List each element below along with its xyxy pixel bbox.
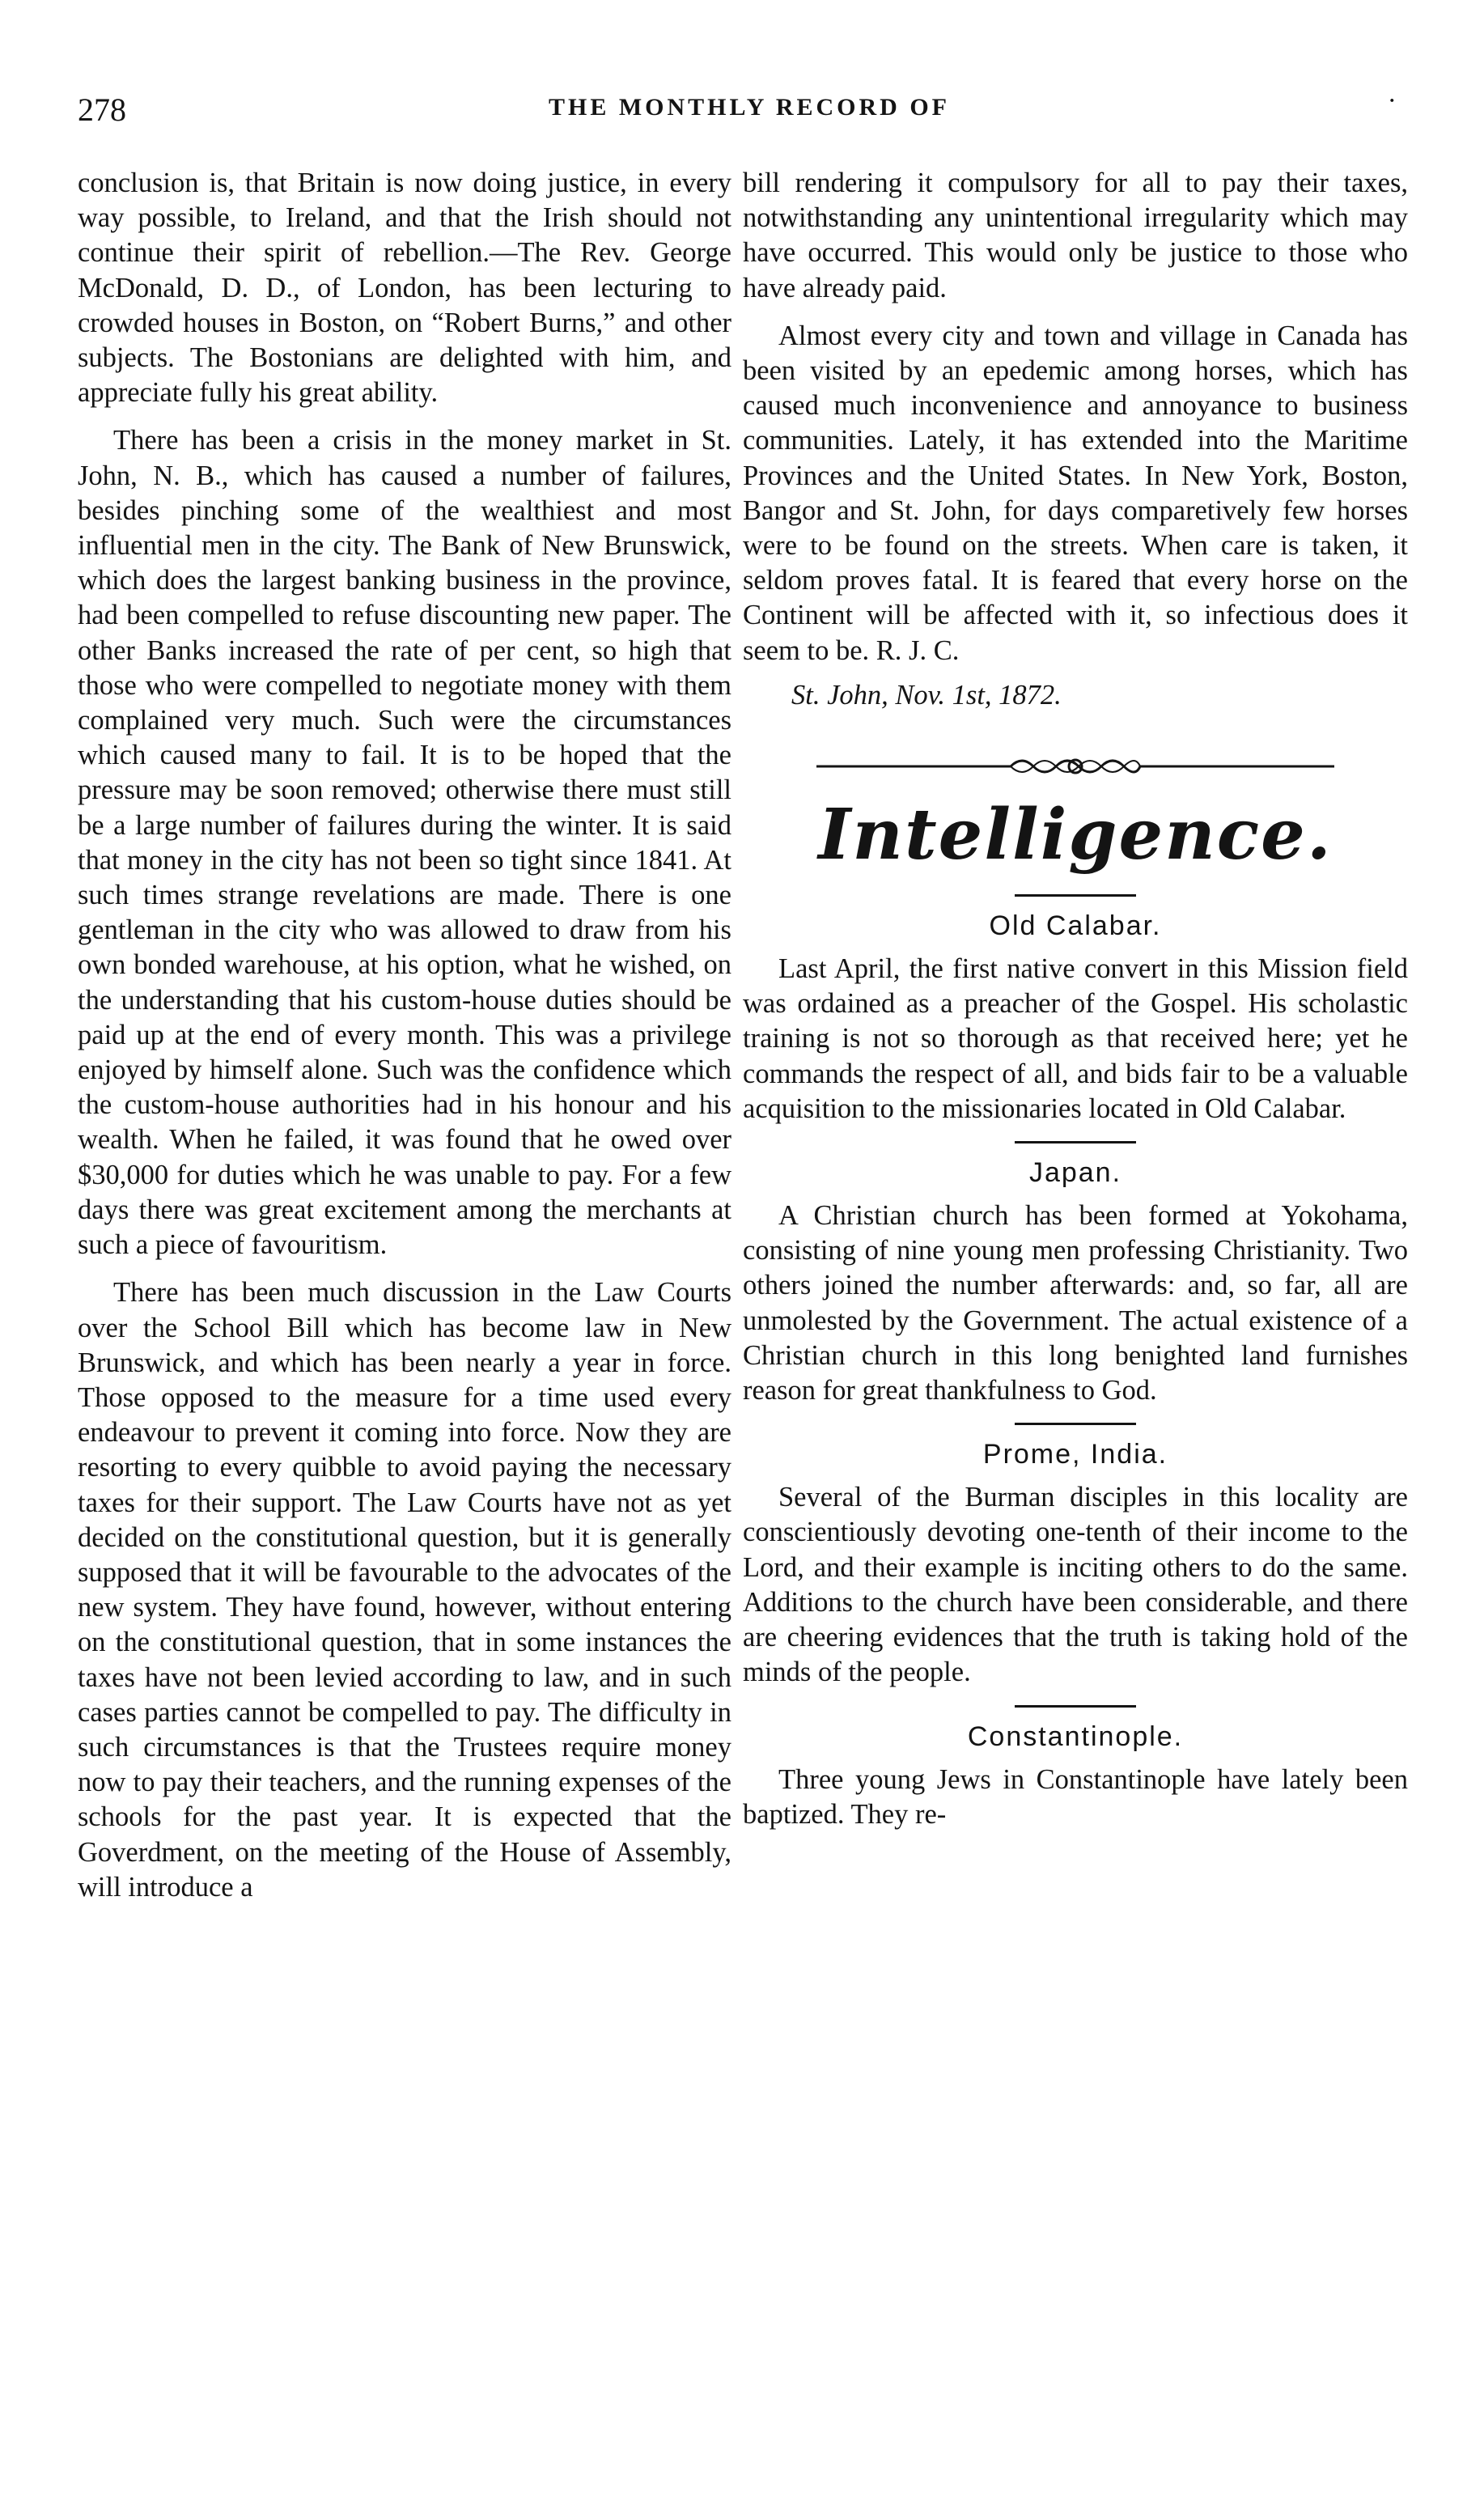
left-paragraph-continued: conclusion is, that Britain is now doing justice, in every way possible, to Ireland, and that the Irish should not continue their spirit of rebellion.—The Rev. George McDonald, D. D., of London, has been lecturing to crowded houses in Boston, on “Robert Burns,” and other subjects. The Bostonians are delighted with him, and appreciate fully his great ability.: [78, 168, 731, 409]
left-column: [78, 166, 731, 1918]
page-number: 278: [78, 91, 126, 128]
dateline: St. John, Nov. 1st, 1872.: [791, 679, 1062, 711]
article-prome-india: Several of the Burman disciples in this locality are conscientiously devoting one-tenth of their income to the Lord, and their example is inciting others to do the same. Additions to the church have been considerable, and there are cheering evidences that the truth is taking hold of the minds of the people.: [743, 1482, 1408, 1688]
subhead-constantinople: Constantinople.: [967, 1720, 1184, 1752]
article-rule: [1015, 1705, 1136, 1708]
subhead-prome-india: Prome, India.: [982, 1439, 1168, 1470]
left-paragraph-school-bill: There has been much discussion in the Law Courts over the School Bill which has become law in New Brunswick, and which has been nearly a year in force. Those opposed to the measure for a time used every endeavour to prevent it coming into force. Now they are resorting to every quibble to avoid paying the necessary taxes for their support. The Law Courts have not as yet decided on the constitutional question, but it is generally supposed that it will be favourable to the advocates of the new system. They have found, however, without entering on the constitutional question, that in some instances the taxes have not been levied according to law, and in such cases parties cannot be compelled to pay. The difficulty in such circumstances is that the Trustees require money now to pay their teachers, and the running expenses of the schools for the past year. It is expected that the Goverdment, on the meeting of the House of Assembly, will introduce a: [78, 1277, 731, 1903]
title-rule: [1015, 894, 1136, 897]
page-header: [78, 86, 1421, 139]
article-rule: [1015, 1423, 1136, 1425]
article-japan: A Christian church has been formed at Yokohama, consisting of nine young men professing Christianity. Two others joined the number afterwards: and, so far, all are unmolested by the Government. The actual existence of a Christian church in this long benighted land furnishes reason for great thankfulness to God.: [743, 1200, 1408, 1406]
header-dot: ·: [1387, 86, 1397, 116]
ornamental-divider-icon: [816, 752, 1334, 781]
section-title: Intelligence.: [818, 794, 1333, 876]
subhead-old-calabar: Old Calabar.: [989, 910, 1162, 942]
subhead-japan: Japan.: [1028, 1157, 1122, 1189]
right-paragraph-epidemic: [743, 319, 1408, 668]
right-column: [743, 166, 1408, 1840]
article-constantinople: Three young Jews in Constantinople have lately been baptized. They re-: [743, 1763, 1408, 1830]
epidemic-text: Almost every city and town and village in Canada has been visited by an epedemic among horses, which has caused much inconvenience and annoyance to business communities. Lately, it has extended into the Maritime Provinces and the United States. In New York, Boston, Bangor and St. John, for days comparetively few horses were to be found on the streets. When care is taken, it seldom proves fatal. It is feared that every horse on the Continent will be affected with it, so infectious does it seem to be.: [743, 320, 1408, 666]
article-old-calabar: Last April, the first native convert in this Mission field was ordained as a preacher of the Gospel. His scholastic training is not so thorough as that received here; yet he commands the respect of all, and bids fair to be a valuable acquisition to the missionaries located in Old Calabar.: [743, 953, 1408, 1124]
article-rule: [1015, 1141, 1136, 1143]
running-title: THE MONTHLY RECORD OF: [549, 94, 950, 121]
author-signature: R. J. C.: [876, 634, 960, 666]
left-paragraph-money-crisis: There has been a crisis in the money market in St. John, N. B., which has caused a number of failures, besides pinching some of the wealthiest and most influential men in the city. The Bank of New Brunswick, which does the largest banking business in the province, had been compelled to refuse discounting new paper. The other Banks increased the rate of per cent, so high that those who were compelled to negotiate money with them complained very much. Such were the circumstances which caused many to fail. It is to be hoped that the pressure may be soon removed; otherwise there must still be a large number of failures during the winter. It is said that money in the city has not been so tight since 1841. At such times strange revelations are made. There is one gentleman in the city who was allowed to draw from his own bonded warehouse, at his option, what he wished, on the understanding that his custom-house duties should be paid up at the end of every month. This was a privilege enjoyed by himself alone. Such was the confidence which the custom-house authorities had in his honour and his wealth. When he failed, it was found that he owed over $30,000 for duties which he was unable to pay. For a few days there was great excitement among the merchants at such a piece of favouritism.: [78, 425, 731, 1261]
right-paragraph-continued: bill rendering it compulsory for all to pay their taxes, notwithstanding any unintentional irregularity which may have occurred. This would only be justice to those who have already paid.: [743, 168, 1408, 303]
